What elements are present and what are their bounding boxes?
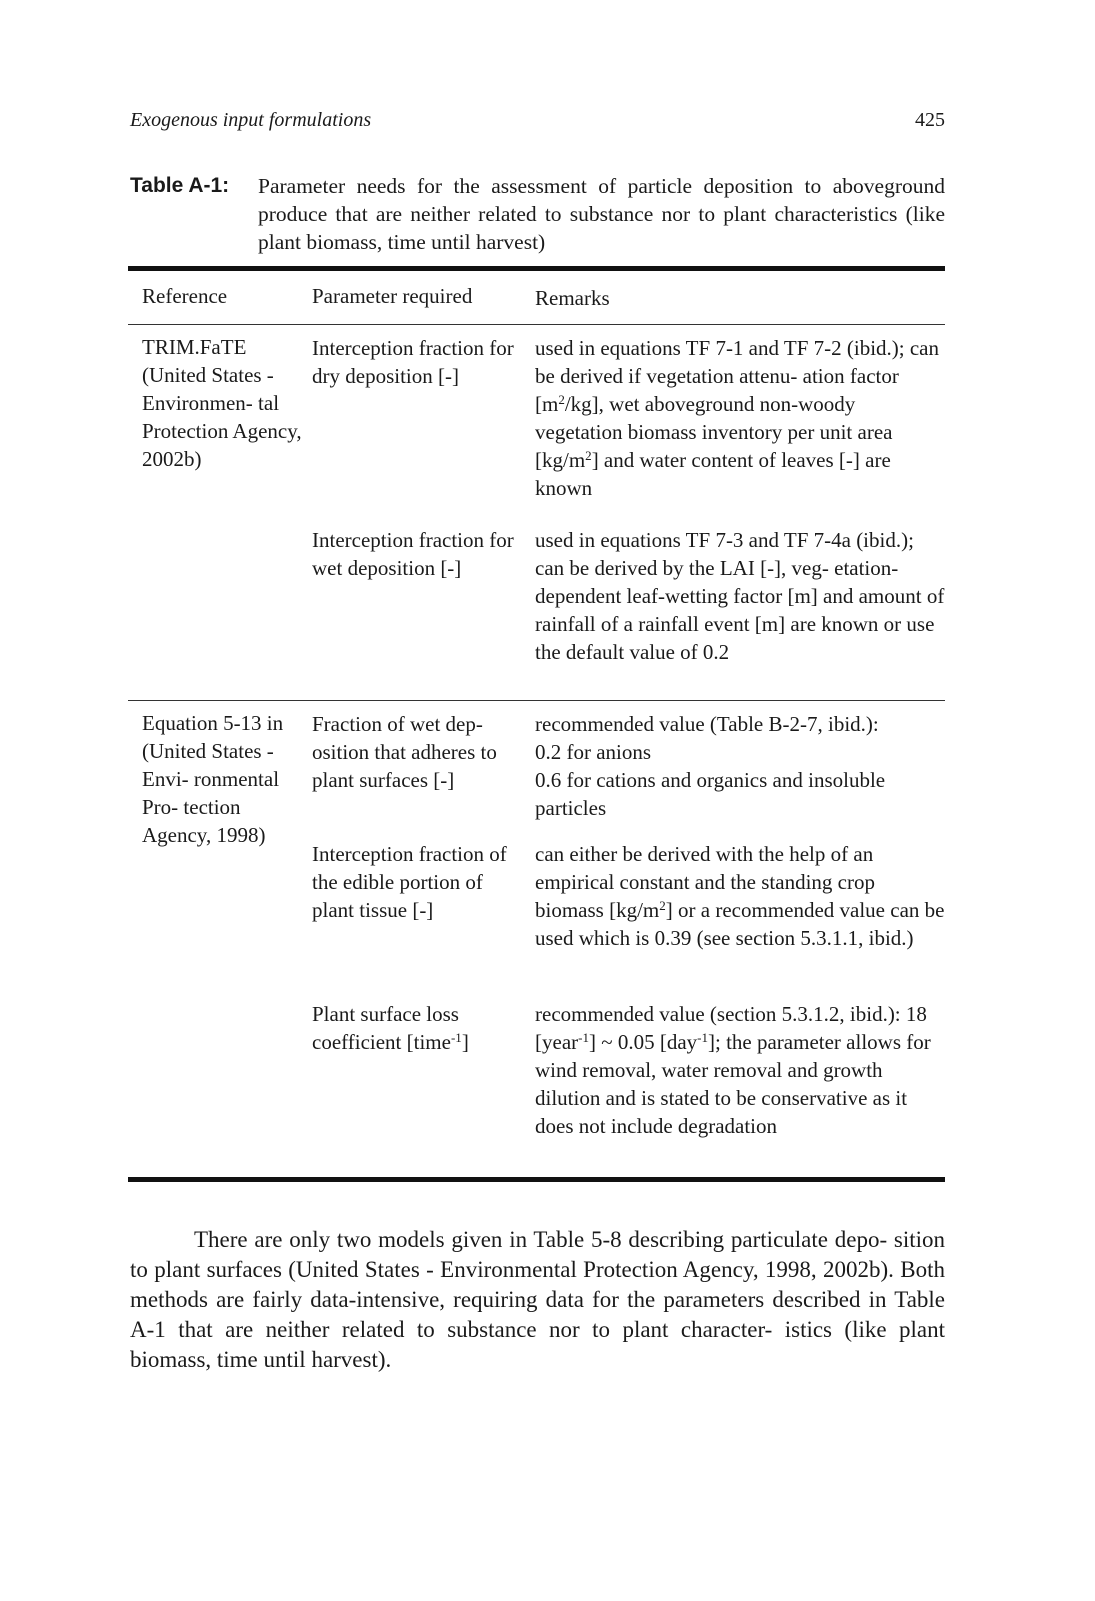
table-cell-reference: Equation 5-13 in (United States - Envi- ronmental Pro- tection Agency, 1998) — [142, 711, 284, 847]
table-top-rule — [128, 266, 945, 271]
table-header-rule — [128, 324, 945, 325]
column-header-parameter: Parameter required — [312, 284, 473, 308]
table-cell-parameter: Fraction of wet dep- osition that adheres to plant surfaces [-] — [312, 712, 497, 792]
table-cell-parameter: Interception fraction of the edible portion of plant tissue [-] — [312, 842, 507, 922]
column-header-remarks: Remarks — [535, 286, 610, 310]
column-header-reference: Reference — [142, 284, 228, 308]
table-label: Table A-1: — [130, 174, 230, 197]
table-bottom-rule — [128, 1177, 945, 1182]
table-cell-remarks: can either be derived with the help of an empirical constant and the standing crop biomass $[kg/m^2]$ or a recommended value can be used which is 0.39 (see section 5.3.1.1, ibid.) — [535, 842, 945, 950]
table-cell-parameter: Interception fraction for dry deposition [-] — [312, 336, 514, 388]
table-group-rule — [128, 700, 945, 701]
table-cell-parameter: Plant surface loss coefficient [time$^{-1}$] — [312, 1002, 469, 1054]
running-header — [130, 108, 945, 132]
table-cell-remarks: used in equations TF 7-3 and TF 7-4a (ibid.); can be derived by the LAI [-], veg- etation-dependent leaf-wetting factor [m] and amount of rainfall of a rainfall event [m] are known or use the default value of 0.2 — [535, 528, 945, 664]
table-cell-remarks: recommended value (Table B-2-7, ibid.): 0.2 for anions 0.6 for cations and organics and insoluble particles — [535, 712, 886, 820]
table-caption-text: Parameter needs for the assessment of particle deposition to aboveground produce that are neither related to substance nor to plant characteristics (like plant biomass, time until harvest) — [258, 174, 945, 254]
table-cell-remarks: used in equations TF 7-1 and TF 7-2 (ibid.); can be derived if vegetation attenu- ation factor $[m^2/kg]$, wet aboveground non-woody vegetation biomass inventory per unit area $[kg/m^2]$ and water content of leaves [-] are known — [535, 336, 940, 500]
table-caption — [130, 172, 945, 256]
running-title: Exogenous input formulations — [130, 109, 372, 131]
body-paragraph: There are only two models given in Table 5-8 describing particulate depo- sition to plant surfaces (United States - Environmental Protection Agency, 1998, 2002b). Both methods are fairly data-intensive, requiring data for the parameters described in Table A-1 that are neither related to substance nor to plant character- istics (like plant biomass, time until harvest). — [130, 1227, 945, 1372]
table-cell-reference: TRIM.FaTE (United States - Environmen- tal Protection Agency, 2002b) — [142, 335, 302, 471]
table-cell-remarks: recommended value (section 5.3.1.2, ibid.): 18 [year$^{-1}$] ~ 0.05 [day$^{-1}$]; the parameter allows for wind removal, water removal and growth dilution and is stated to be conservative as it does not include degradation — [535, 1002, 931, 1138]
page-number: 425 — [915, 109, 945, 131]
table-cell-parameter: Interception fraction for wet deposition [-] — [312, 528, 514, 580]
